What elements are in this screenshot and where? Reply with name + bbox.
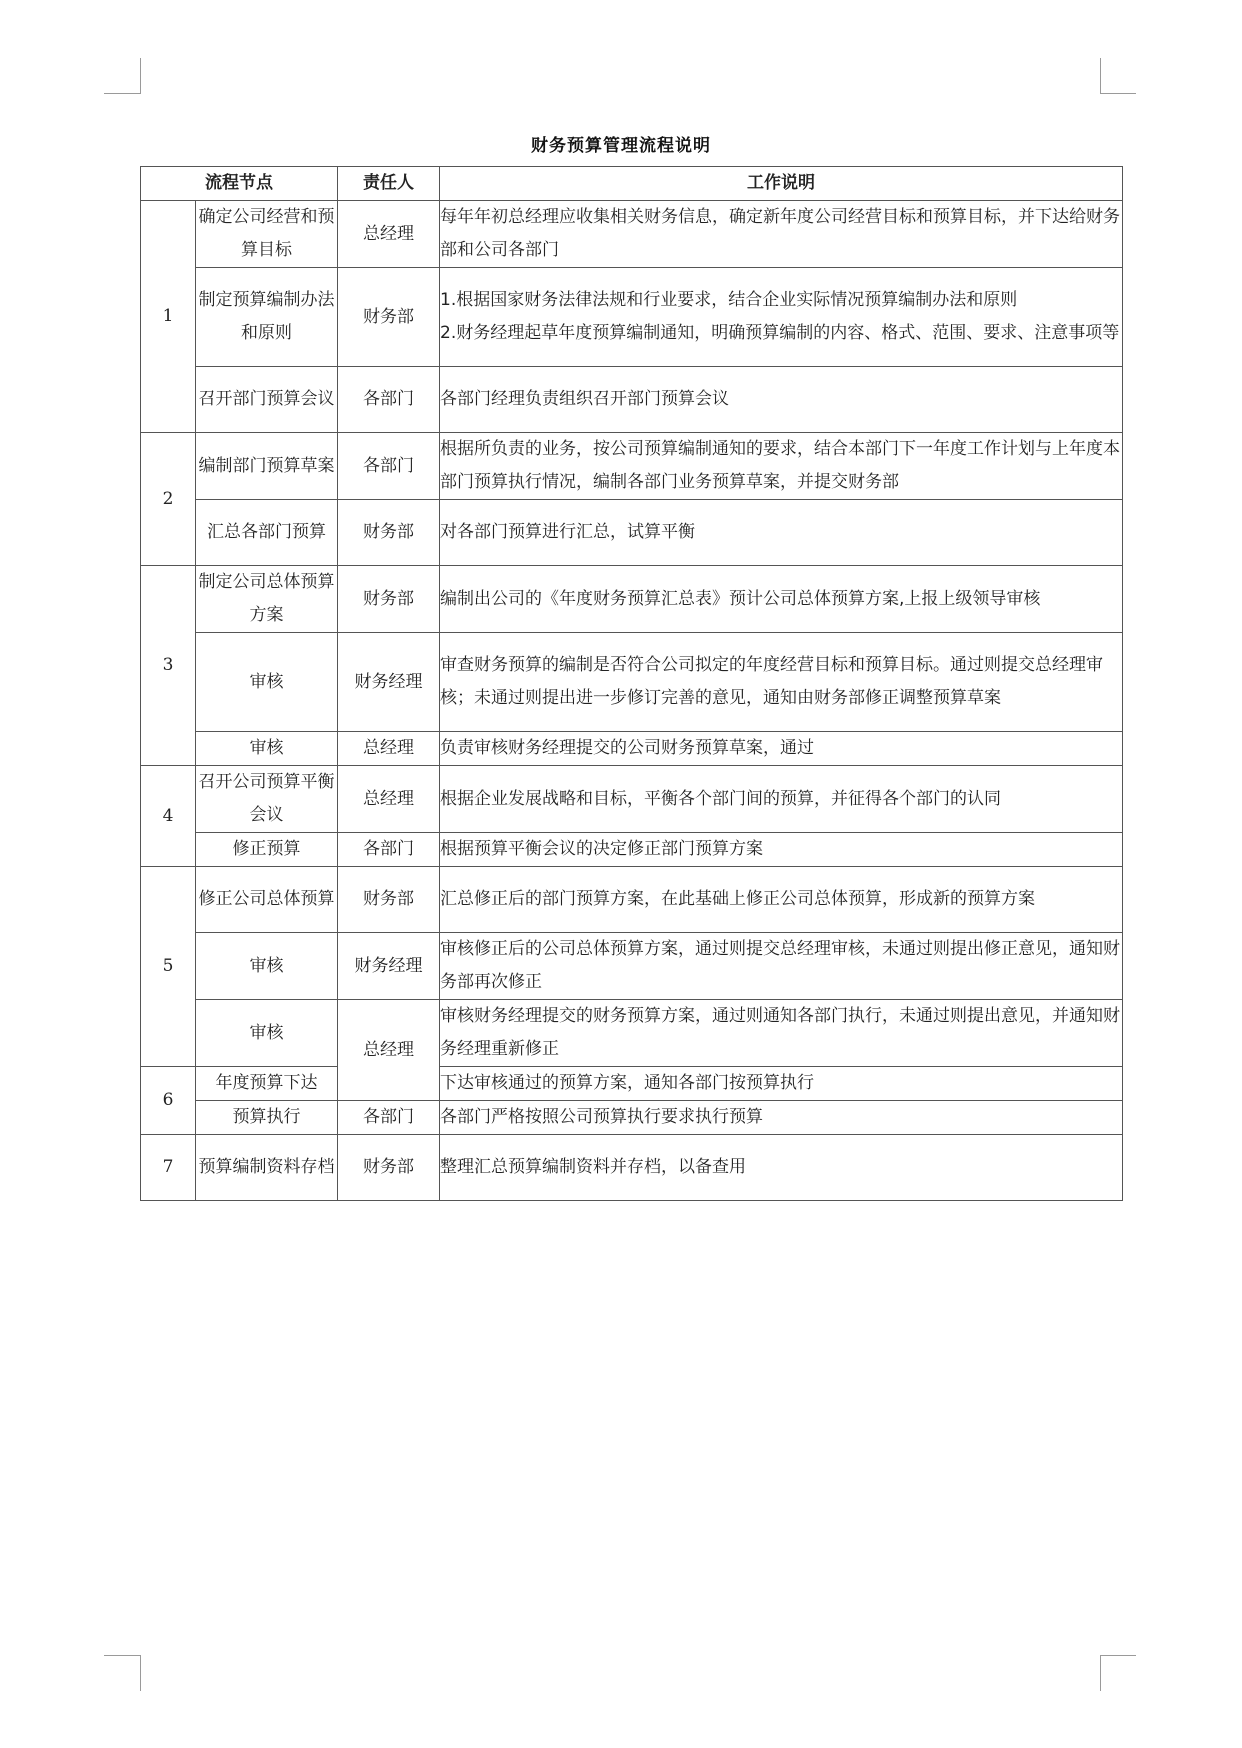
table-row	[141, 367, 1123, 433]
owner: 财务经理	[338, 933, 440, 1000]
process-node: 修正预算	[196, 833, 338, 867]
process-node: 召开部门预算会议	[196, 367, 338, 433]
table-row	[141, 933, 1123, 1000]
work-description: 编制出公司的《年度财务预算汇总表》预计公司总体预算方案,上报上级领导审核	[440, 566, 1123, 633]
owner: 财务部	[338, 500, 440, 566]
process-node: 审核	[196, 633, 338, 732]
table-row	[141, 1067, 1123, 1101]
table-row	[141, 500, 1123, 566]
header-owner: 责任人	[338, 167, 440, 201]
owner: 总经理	[338, 766, 440, 833]
step-number: 1	[141, 201, 196, 433]
crop-mark-bottom-left-h	[104, 1655, 140, 1656]
table-row	[141, 732, 1123, 766]
table-row	[141, 1101, 1123, 1135]
work-description: 整理汇总预算编制资料并存档，以备查用	[440, 1135, 1123, 1201]
work-description	[440, 268, 1123, 367]
crop-mark-top-right-h	[1100, 93, 1136, 94]
table-row	[141, 833, 1123, 867]
work-description: 根据预算平衡会议的决定修正部门预算方案	[440, 833, 1123, 867]
owner: 财务部	[338, 268, 440, 367]
process-node: 编制部门预算草案	[196, 433, 338, 500]
owner: 各部门	[338, 433, 440, 500]
owner: 财务部	[338, 867, 440, 933]
owner: 财务部	[338, 1135, 440, 1201]
step-number: 4	[141, 766, 196, 867]
work-description: 各部门严格按照公司预算执行要求执行预算	[440, 1101, 1123, 1135]
table-row	[141, 1000, 1123, 1067]
step-number: 5	[141, 867, 196, 1067]
process-node: 修正公司总体预算	[196, 867, 338, 933]
owner: 各部门	[338, 833, 440, 867]
process-table	[140, 166, 1123, 1201]
process-node: 年度预算下达	[196, 1067, 338, 1101]
work-description: 下达审核通过的预算方案，通知各部门按预算执行	[440, 1067, 1123, 1101]
crop-mark-bottom-right-v	[1100, 1655, 1101, 1691]
process-node: 预算执行	[196, 1101, 338, 1135]
step-number: 6	[141, 1067, 196, 1135]
crop-mark-top-left-v	[140, 58, 141, 94]
owner: 总经理	[338, 201, 440, 268]
document-title: 财务预算管理流程说明	[531, 136, 711, 156]
owner: 总经理	[338, 732, 440, 766]
owner: 各部门	[338, 367, 440, 433]
owner: 总经理	[338, 1000, 440, 1101]
table-row	[141, 766, 1123, 833]
table-row	[141, 201, 1123, 268]
process-node: 召开公司预算平衡会议	[196, 766, 338, 833]
work-description: 汇总修正后的部门预算方案，在此基础上修正公司总体预算，形成新的预算方案	[440, 867, 1123, 933]
table-row	[141, 433, 1123, 500]
work-description: 审查财务预算的编制是否符合公司拟定的年度经营目标和预算目标。通过则提交总经理审核；未通过则提出进一步修订完善的意见，通知由财务部修正调整预算草案	[440, 633, 1123, 732]
table-row	[141, 633, 1123, 732]
work-description-line: 2.财务经理起草年度预算编制通知，明确预算编制的内容、格式、范围、要求、注意事项等	[440, 323, 1120, 343]
process-node: 制定预算编制办法和原则	[196, 268, 338, 367]
work-description: 审核财务经理提交的财务预算方案，通过则通知各部门执行，未通过则提出意见，并通知财务经理重新修正	[440, 1000, 1123, 1067]
work-description: 对各部门预算进行汇总，试算平衡	[440, 500, 1123, 566]
process-node: 审核	[196, 732, 338, 766]
crop-mark-top-left-h	[104, 93, 140, 94]
crop-mark-bottom-right-h	[1100, 1655, 1136, 1656]
step-number: 2	[141, 433, 196, 566]
table-row	[141, 1135, 1123, 1201]
work-description: 根据企业发展战略和目标，平衡各个部门间的预算，并征得各个部门的认同	[440, 766, 1123, 833]
process-node: 审核	[196, 933, 338, 1000]
header-process-node: 流程节点	[141, 167, 338, 201]
owner: 财务经理	[338, 633, 440, 732]
work-description: 各部门经理负责组织召开部门预算会议	[440, 367, 1123, 433]
step-number: 3	[141, 566, 196, 766]
crop-mark-top-right-v	[1100, 58, 1101, 94]
owner: 财务部	[338, 566, 440, 633]
process-node: 确定公司经营和预算目标	[196, 201, 338, 268]
table-header-row	[141, 167, 1123, 201]
work-description: 审核修正后的公司总体预算方案，通过则提交总经理审核，未通过则提出修正意见，通知财务部再次修正	[440, 933, 1123, 1000]
table-row	[141, 867, 1123, 933]
step-number: 7	[141, 1135, 196, 1201]
table-row	[141, 268, 1123, 367]
work-description-line: 1.根据国家财务法律法规和行业要求，结合企业实际情况预算编制办法和原则	[440, 290, 1018, 310]
process-node: 制定公司总体预算方案	[196, 566, 338, 633]
process-node: 汇总各部门预算	[196, 500, 338, 566]
work-description: 每年年初总经理应收集相关财务信息，确定新年度公司经营目标和预算目标，并下达给财务部和公司各部门	[440, 201, 1123, 268]
work-description: 根据所负责的业务，按公司预算编制通知的要求，结合本部门下一年度工作计划与上年度本部门预算执行情况，编制各部门业务预算草案，并提交财务部	[440, 433, 1123, 500]
process-node: 预算编制资料存档	[196, 1135, 338, 1201]
crop-mark-bottom-left-v	[140, 1655, 141, 1691]
process-node: 审核	[196, 1000, 338, 1067]
owner: 各部门	[338, 1101, 440, 1135]
header-work-description: 工作说明	[440, 167, 1123, 201]
table-row	[141, 566, 1123, 633]
work-description: 负责审核财务经理提交的公司财务预算草案，通过	[440, 732, 1123, 766]
